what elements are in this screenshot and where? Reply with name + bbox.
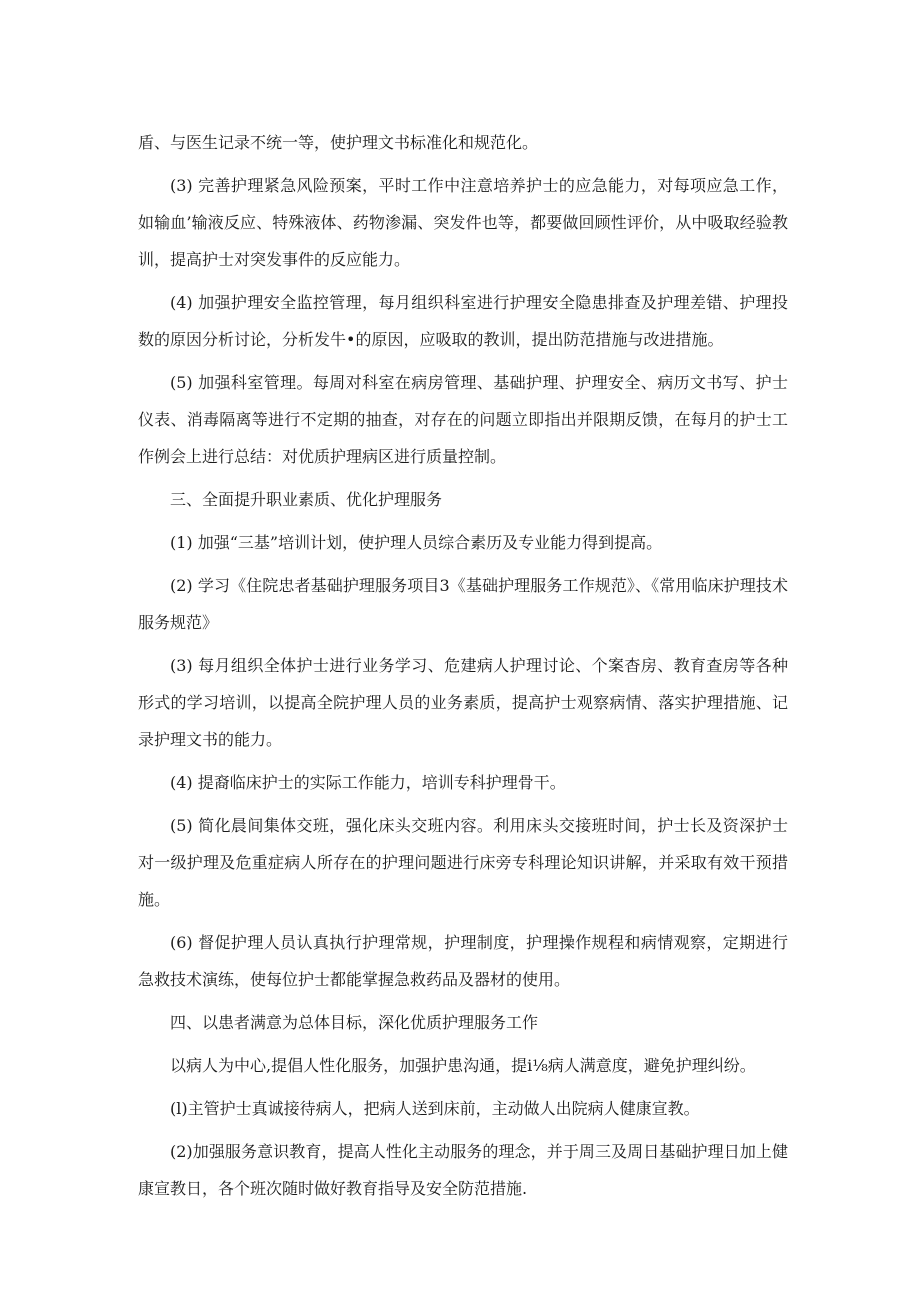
paragraph-continuation: 盾、与医生记录不统一等，使护理文书标准化和规范化。 (138, 133, 539, 152)
paragraph-item-3-emergency-plan: (3) 完善护理紧急风险预案，平时工作中注意培养护士的应急能力，对每项应急工作，如输血’输液反应、特殊液体、药物渗漏、突发件也等，都要做回顾性评价，从中吸取经验教训，提高护士对突发事件的反应能力。 (138, 176, 788, 269)
paragraph-patient-centered: 以病人为中心,提倡人性化服务，加强护患沟通，提i⅛病人满意度，避免护理纠纷。 (170, 1056, 756, 1075)
section-heading-4: 四、以患者满意为总体目标，深化优质护理服务工作 (170, 1013, 539, 1032)
section-heading-3: 三、全面提升职业素质、优化护理服务 (170, 490, 443, 509)
paragraph-item-1-reception: (l)主管护士真诚接待病人，把病人送到床前，主动做人出院病人健康宣教。 (170, 1099, 700, 1118)
paragraph-item-4-clinical-ability: (4) 提裔临床护士的实际工作能力，培训专科护理骨干。 (170, 773, 566, 792)
paragraph-item-2-study: (2) 学习《住院忠者基础护理服务项目3《基础护理服务工作规范》、《常用临床护理技术服务规范》 (138, 576, 788, 632)
paragraph-item-6-nursing-routine: (6) 督促护理人员认真执行护理常规，护理制度，护理操作规程和病情观察，定期进行急救技术演练，使每位护士都能掌握急救药品及器材的使用。 (138, 933, 788, 989)
paragraph-item-3-monthly-learning: (3) 每月组织全体护士进行业务学习、危建病人护理讨论、个案杳房、教育查房等各种形式的学习培训，以提高全院护理人员的业务素质，提高护士观察病情、落实护理措施、记录护理文书的能力。 (138, 656, 788, 749)
paragraph-item-2-service-awareness: (2)加强服务意识教育，提高人性化主动服务的理念，并于周三及周日基础护理日加上健康宣教日，各个班次随时做好教育指导及安全防范措施. (138, 1142, 788, 1198)
document-body (138, 124, 788, 1207)
paragraph-item-5-department-management: (5) 加强科室管理。每周对科室在病房管理、基础护理、护理安全、病历文书写、护士仪表、消毒隔离等进行不定期的抽查，对存在的问题立即指出并限期反馈，在每月的护士工作例会上进行总结：对优质护理病区进行质量控制。 (138, 373, 788, 466)
paragraph-item-1-training: (1) 加强“三基”培训计划，使护理人员综合素历及专业能力得到提高。 (170, 533, 663, 552)
paragraph-item-4-safety-monitoring: (4) 加强护理安全监控管理，每月组织科室进行护理安全隐患排查及护理差错、护理投数的原因分析讨论，分析发牛•的原因，应吸取的教训，提出防范措施与改进措施。 (138, 293, 788, 349)
paragraph-item-5-shift-handover: (5) 简化晨间集体交班，强化床头交班内容。利用床头交接班时间，护士长及资深护士对一级护理及危重症病人所存在的护理问题进行床旁专科理论知识讲解，并采取有效干预措施。 (138, 816, 788, 909)
